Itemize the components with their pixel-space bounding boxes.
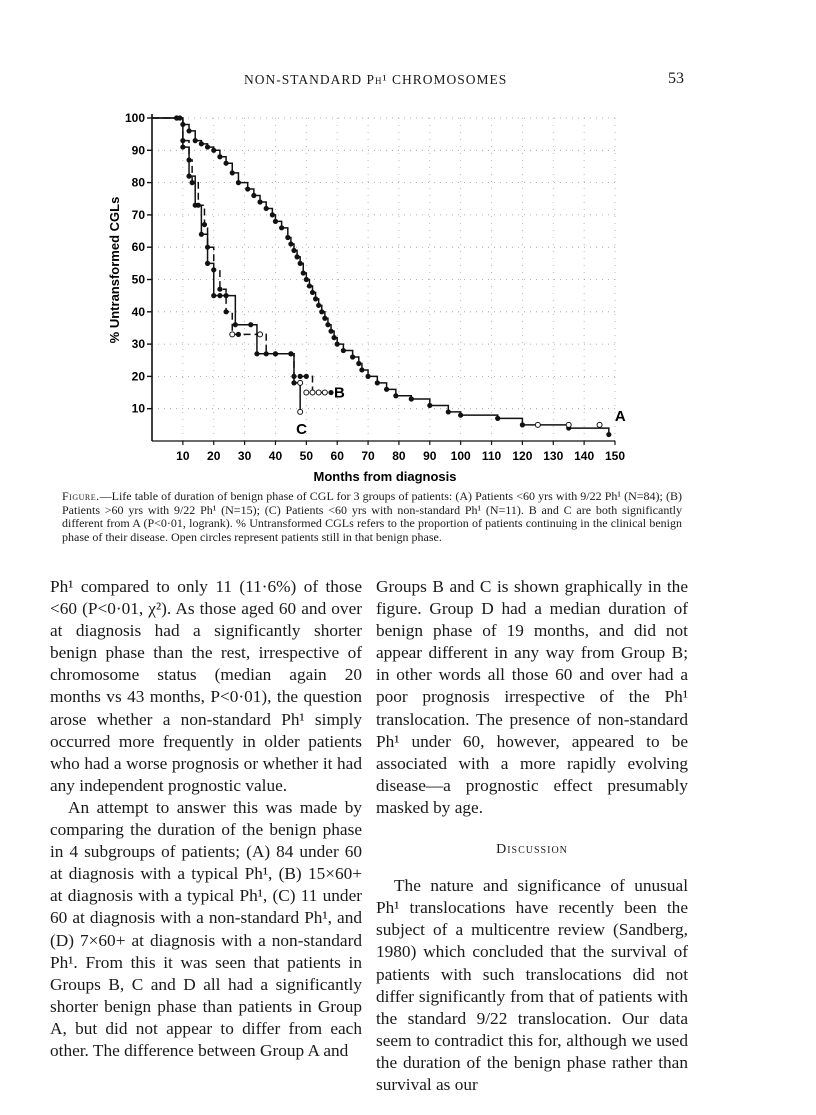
event-point [301,270,306,275]
event-point [270,212,275,217]
y-tick-label: 60 [131,240,145,255]
event-point [458,413,463,418]
event-point [273,351,278,356]
x-tick-label: 140 [574,449,595,463]
event-point [205,144,210,149]
x-tick-label: 100 [450,449,471,463]
event-point [211,293,216,298]
event-point [384,387,389,392]
y-tick-label: 70 [131,207,145,222]
series-label: B [334,384,345,402]
event-point [186,174,191,179]
event-point [375,380,380,385]
event-point [307,283,312,288]
event-point [328,390,333,395]
event-point [298,374,303,379]
event-point [291,248,296,253]
event-point [298,261,303,266]
x-tick-label: 150 [604,449,626,463]
series-label: C [296,420,308,438]
y-tick-label: 10 [131,401,145,416]
event-point [199,232,204,237]
event-point [350,354,355,359]
event-point [223,161,228,166]
event-point [341,348,346,353]
event-point [365,374,370,379]
event-point [217,154,222,159]
x-tick-label: 60 [330,449,344,463]
x-tick-label: 130 [543,449,564,463]
event-point [193,138,198,143]
event-point [211,148,216,153]
x-tick-label: 30 [237,449,252,463]
x-tick-label: 10 [176,449,190,463]
event-point [186,128,191,133]
left-column [50,576,362,1062]
y-tick-label: 80 [131,175,145,190]
x-tick-label: 70 [361,449,375,463]
page-number: 53 [668,70,684,87]
event-point [446,409,451,414]
event-point [359,367,364,372]
series-B [152,115,345,401]
event-point [304,374,309,379]
event-point [328,329,333,334]
event-point [248,322,253,327]
y-tick-label: 90 [131,143,145,158]
event-point [279,225,284,230]
censored-point [310,390,315,395]
paragraph: Ph¹ compared to only 11 (11·6%) of those <60 (P<0·01, χ²). As those aged 60 and over at diagnosis had a significantly shorter benign phase than the rest, irrespective of chromosome status (median again 20 months vs 43 months, P<0·01), the question arose whether a non-standard Ph¹ simply occurred more frequently in older patients who had a worse prognosis or whether it had any independent prognostic value. [50,577,362,795]
event-point [332,335,337,340]
discussion-heading: Discussion [496,842,568,858]
event-point [190,180,195,185]
event-point [285,235,290,240]
x-tick-label: 20 [207,449,221,463]
figure-caption [62,490,682,544]
event-point [230,170,235,175]
event-point [520,422,525,427]
event-point [427,403,432,408]
event-point [245,186,250,191]
x-tick-label: 40 [268,449,283,463]
event-point [288,241,293,246]
event-point [294,254,299,259]
x-tick-label: 90 [423,449,437,463]
event-point [316,303,321,308]
x-axis-title: Months from diagnosis [313,469,457,484]
event-point [304,277,309,282]
event-point [217,293,222,298]
paragraph: Groups B and C is shown graphically in the figure. Group D had a median duration of benign phase of 19 months, and did not appear different in any way from Group B; in other words all those 60 and over had a poor prognosis irrespective of the Ph¹ translocation. The presence of non-standard Ph¹ under 60, however, appeared to be associated with a more rapidly evolving disease—a prognostic effect presumably masked by age. [376,577,688,817]
event-point [174,115,179,120]
event-point [217,287,222,292]
event-point [233,322,238,327]
censored-point [304,390,309,395]
event-point [180,144,185,149]
caption-lead: Figure. [62,489,100,503]
censored-point [298,380,303,385]
event-point [202,222,207,227]
y-axis-title: % Untransformed CGLs [107,196,122,344]
censored-point [597,422,602,427]
right-column [376,576,688,1096]
event-point [393,393,398,398]
event-point [254,351,259,356]
censored-point [316,390,321,395]
event-point [199,141,204,146]
event-point [236,180,241,185]
event-point [288,351,293,356]
event-point [236,332,241,337]
event-point [356,361,361,366]
event-point [264,206,269,211]
life-table-chart [95,100,655,490]
caption-text: —Life table of duration of benign phase of CGL for 3 groups of patients: (A) Patients <60 yrs with 9/22 Ph¹ (N=84); (B) Patients >60 yrs with 9/22 Ph¹ (N=15); (C) Patients <60 yrs with non-standard Ph¹ (N=11). B and C are both significantly different from A (P<0·01, logrank). % Untransformed CGLs refers to the proportion of patients continuing in the clinical benign phase of their disease. Open circles represent patients still in that benign phase. [62,489,682,544]
x-tick-label: 110 [481,449,502,463]
event-point [193,203,198,208]
event-point [273,219,278,224]
series-line-B [152,118,331,393]
censored-point [258,332,263,337]
event-point [313,296,318,301]
event-point [291,380,296,385]
event-point [223,293,228,298]
paragraph: The nature and significance of unusual Ph¹ translocations have recently been the subject of a multicentre review (Sandberg, 1980) which concluded that the survival of patients with such translocations did not differ significantly from that of patients with the standard 9/22 translocation. Our data seem to contradict this for, although we used the duration of the benign phase rather than survival as our [376,876,688,1094]
event-point [319,309,324,314]
event-point [325,322,330,327]
event-point [409,396,414,401]
series-A [152,115,626,437]
paragraph: An attempt to answer this was made by comparing the duration of the benign phase in 4 subgroups of patients; (A) 84 under 60 at diagnosis with a typical Ph¹, (B) 15×60+ at diagnosis with a typical Ph¹, (C) 11 under 60 at diagnosis with a non-standard Ph¹, and (D) 7×60+ at diagnosis with a non-standard Ph¹. From this it was seen that patients in Groups B, C and D all had a significantly shorter benign phase than patients in Group A, but did not appear to differ from each other. The difference between Group A and [50,797,362,1060]
x-tick-label: 80 [392,449,406,463]
y-tick-label: 40 [131,304,145,319]
event-point [606,432,611,437]
y-tick-label: 30 [131,337,145,352]
x-tick-label: 50 [299,449,314,463]
event-point [495,416,500,421]
event-point [251,193,256,198]
y-tick-label: 100 [124,111,145,125]
series-label: A [614,407,626,425]
event-point [205,261,210,266]
y-tick-label: 50 [131,272,145,287]
event-point [335,342,340,347]
event-point [223,309,228,314]
censored-point [298,409,303,414]
event-point [322,316,327,321]
censored-point [566,422,571,427]
event-point [310,290,315,295]
event-point [257,199,262,204]
censored-point [535,422,540,427]
x-tick-label: 120 [512,449,533,463]
censored-point [230,332,235,337]
censored-point [322,390,327,395]
y-tick-label: 20 [131,369,145,384]
running-title: NON-STANDARD Ph¹ CHROMOSOMES [244,72,508,87]
